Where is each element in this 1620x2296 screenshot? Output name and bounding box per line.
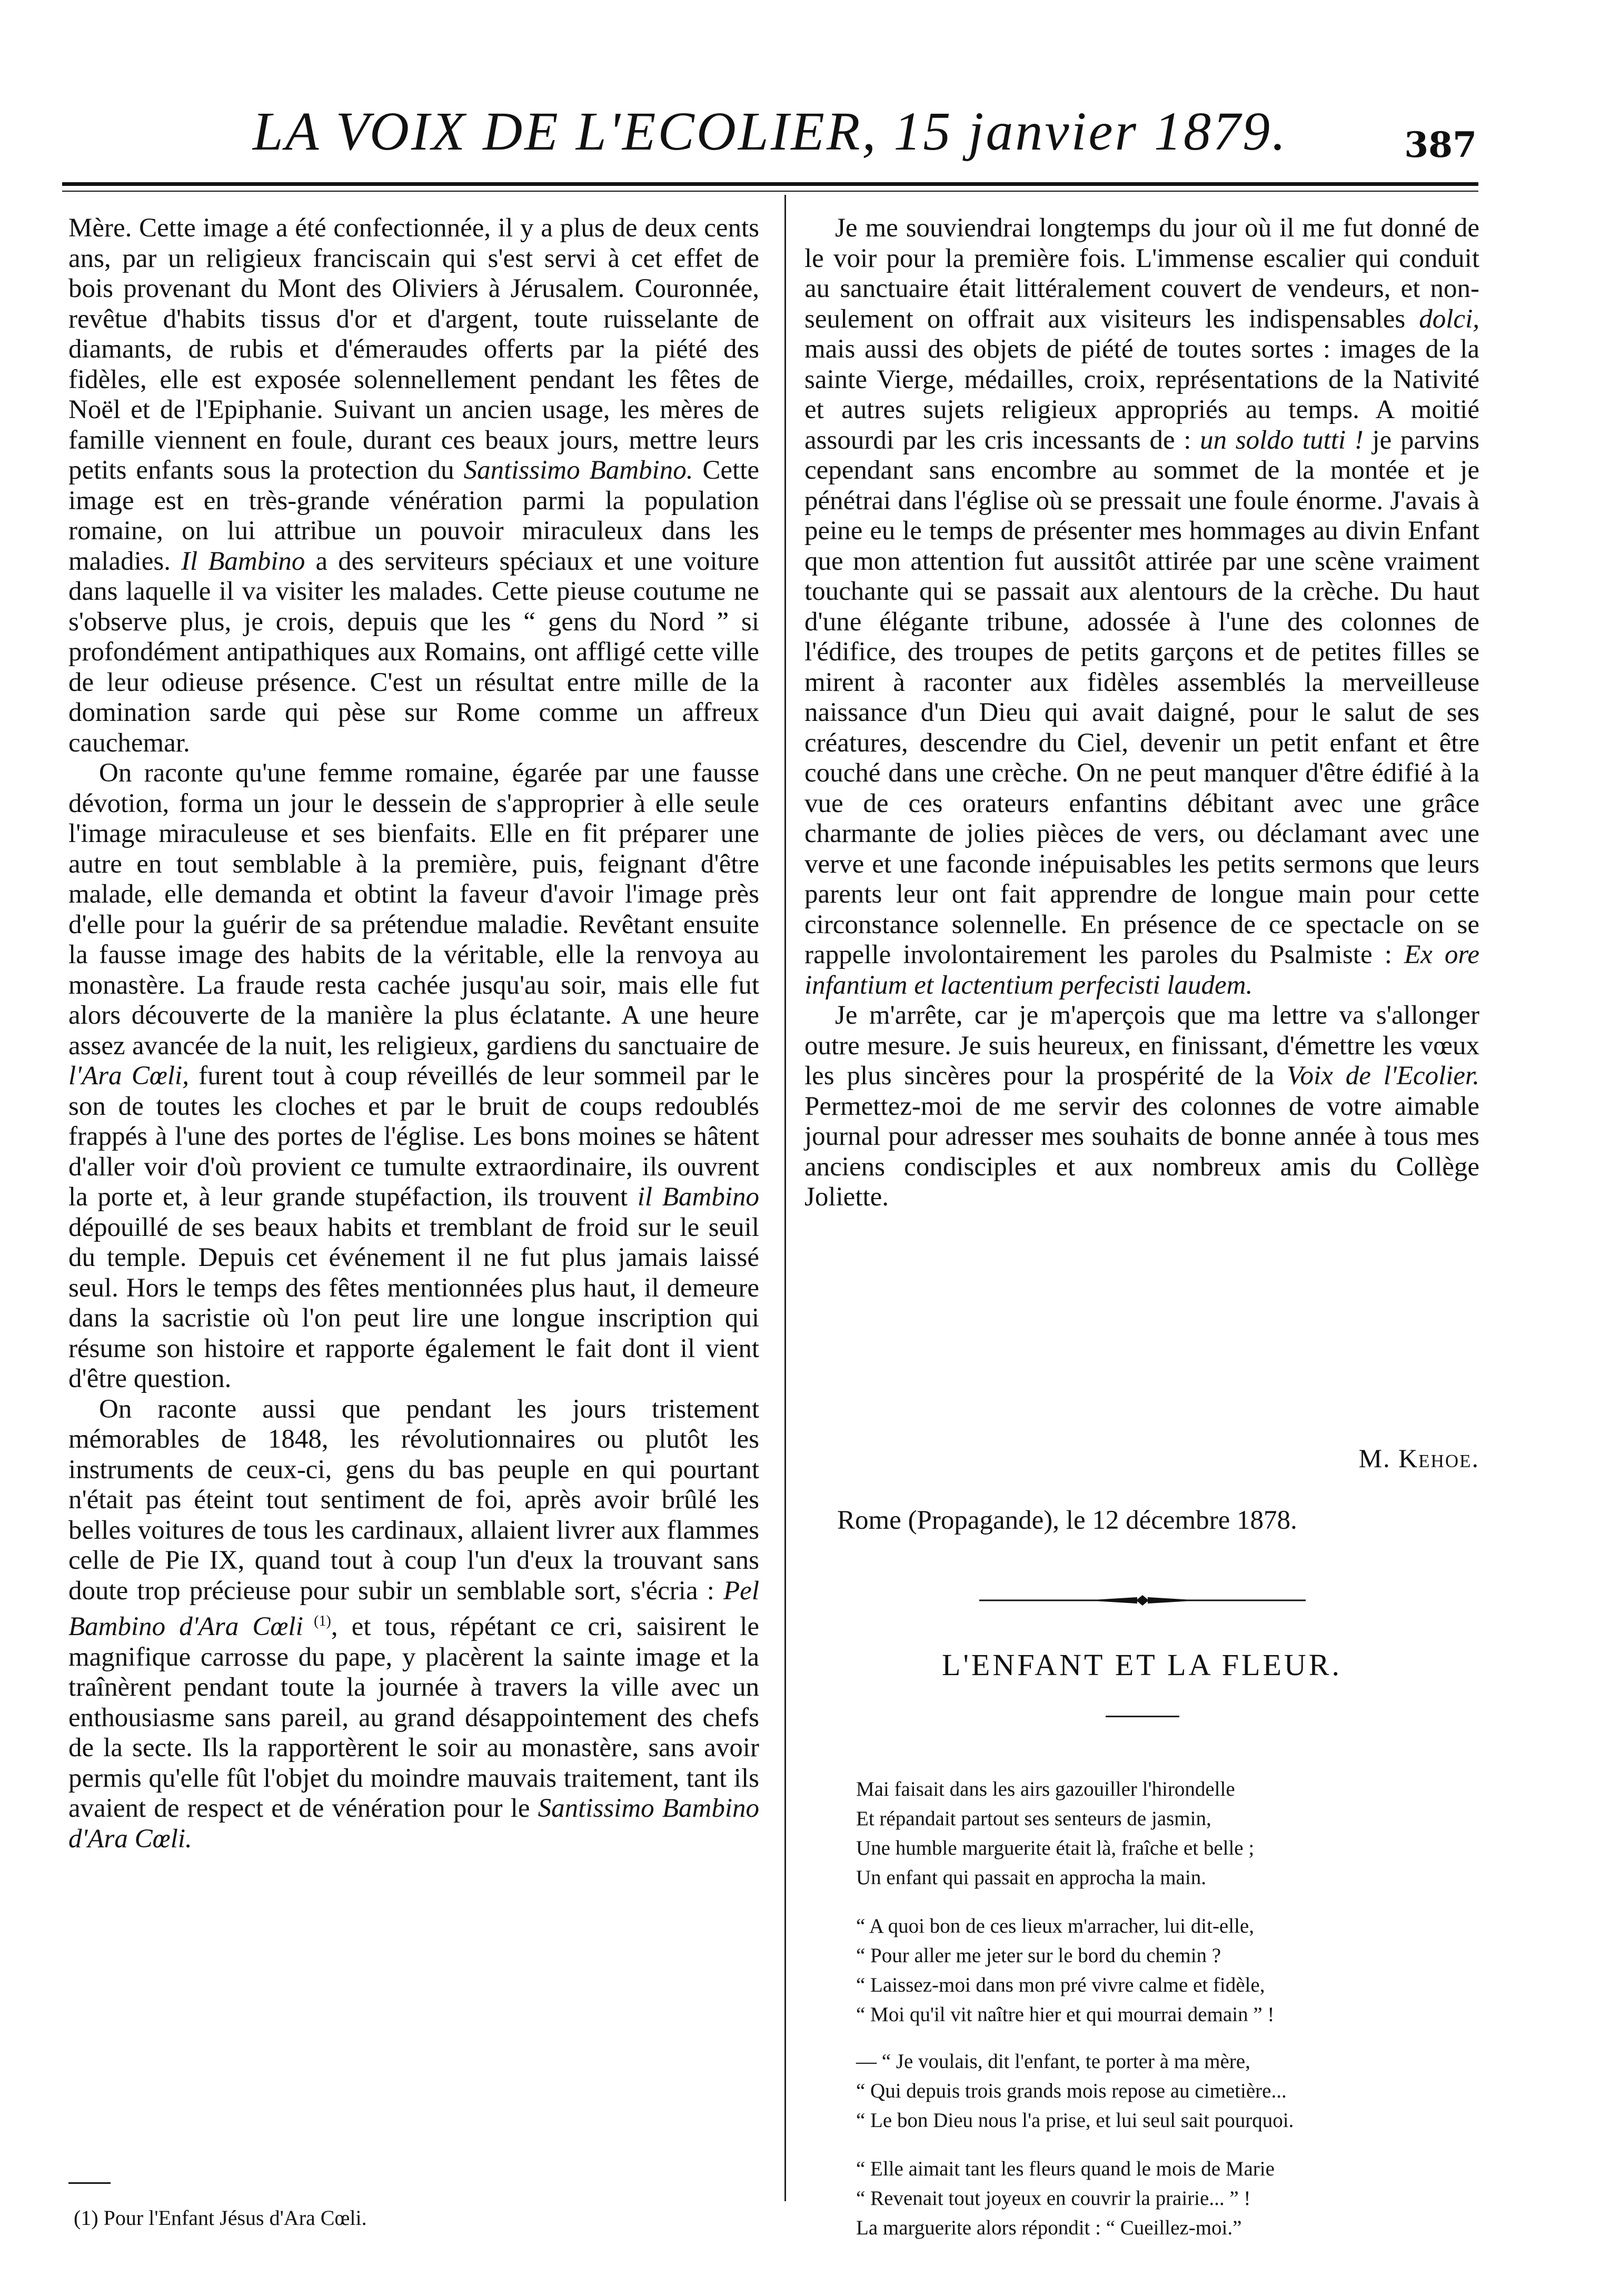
page-number: 387 <box>1404 124 1477 165</box>
poem-line: “ Elle aimait tant les fleurs quand le mois de Marie <box>856 2158 1275 2180</box>
poem-line: Et répandait partout ses senteurs de jasmin, <box>856 1807 1211 1830</box>
poem-stanza <box>856 2047 1477 2135</box>
poem-line: “ Le bon Dieu nous l'a prise, et lui seul sait pourquoi. <box>856 2109 1294 2132</box>
poem-title-rule <box>1106 1716 1179 1717</box>
poem-stanza <box>856 1912 1477 2030</box>
poem-title: L'ENFANT ET LA FLEUR. <box>942 1648 1342 1682</box>
poem-line: “ Moi qu'il vit naître hier et qui mourrai demain ” ! <box>856 2003 1275 2026</box>
poem-line: “ Revenait tout joyeux en couvrir la prairie... ” ! <box>856 2187 1251 2210</box>
footnote-marker: (1) <box>303 1613 331 1629</box>
poem-line: “ A quoi bon de ces lieux m'arracher, lui dit-elle, <box>856 1915 1254 1937</box>
poem-line: Un enfant qui passait en approcha la main. <box>856 1866 1206 1889</box>
page-header-title: LA VOIX DE L'ECOLIER, 15 janvier 1879. <box>253 101 1288 162</box>
poem-stanza <box>856 1775 1477 1893</box>
poem-line: “ Pour aller me jeter sur le bord du chemin ? <box>856 1944 1221 1967</box>
dateline: Rome (Propagande), le 12 décembre 1878. <box>837 1506 1297 1535</box>
column-divider <box>784 195 786 2201</box>
poem-line: La marguerite alors répondit : “ Cueillez-moi.” <box>856 2216 1242 2239</box>
left-paragraph-3: On raconte aussi que pendant les jours tristement mémorables de 1848, les révolutionnaires ou plutôt les instruments de ceux-ci, gens du bas peuple en qui pourtant n'était pas éteint tout sentiment de foi, après avoir brûlé les belles voitures de tous les cardinaux, allaient livrer aux flammes celle de Pie IX, quand tout à coup l'un d'eux la trouvant sans doute trop précieuse pour subir un semblable sort, s'écria : Pel Bambino d'Ara Cœli $^{(1)}$, et tous, répétant ce cri, saisirent le magnifique carrosse du pape, y placèrent la sainte image et la traînèrent pendant toute la journée à travers la ville avec un enthousiasme sans pareil, au grand désappointement des chefs de la secte. Ils la rapportèrent le soir au monastère, sans avoir permis qu'elle fût l'objet du moindre mauvais traitement, tant ils avaient de respect et de vénération pour le Santissimo Bambino d'Ara Cœli. <box>68 1394 760 1854</box>
poem-stanza <box>856 2154 1477 2243</box>
poem-line: “ Laissez-moi dans mon pré vivre calme et fidèle, <box>856 1974 1265 1996</box>
signature: M. Kehoe. <box>1358 1443 1479 1473</box>
right-paragraph-1: Je me souviendrai longtemps du jour où il me fut donné de le voir pour la première fois. L'immense escalier qui conduit au sanctuaire était littéralement couvert de vendeurs, et non-seulement on offrait aux visiteurs les indispensables dolci, mais aussi des objets de piété de toutes sortes : images de la sainte Vierge, médailles, croix, représentations de la Nativité et autres sujets religieux appropriés au temps. A moitié assourdi par les cris incessants de : un soldo tutti ! je parvins cependant sans encombre au sommet de la montée et je pénétrai dans l'église où se pressait une foule énorme. J'avais à peine eu le temps de présenter mes hommages au divin Enfant que mon attention fut aussitôt attirée par une scène vraiment touchante qui se passait aux alentours de la crèche. Du haut d'une élégante tribune, adossée à l'une des colonnes de l'édifice, des troupes de petits garçons et de petites filles se mirent à raconter aux fidèles assemblés la merveilleuse naissance d'un Dieu qui avait daigné, pour le salut de ses créatures, descendre du Ciel, devenir un petit enfant et être couché dans une crèche. On ne peut manquer d'être édifié à la vue de ces orateurs enfantins débitant avec une grâce charmante de jolies pièces de vers, ou déclamant avec une verve et une faconde inépuisables les petits sermons que leurs parents leur ont fait apprendre de longue main pour cette circonstance solennelle. En présence de ce spectacle on se rappelle involontairement les paroles du Psalmiste : Ex ore infantium et lactentium perfecisti laudem. <box>804 213 1479 1000</box>
footnote: (1) Pour l'Enfant Jésus d'Ara Cœli. <box>74 2206 367 2230</box>
header-rule-thin <box>62 191 1478 192</box>
left-column <box>68 213 759 1854</box>
header-rule-thick <box>62 182 1478 186</box>
left-paragraph-1: Mère. Cette image a été confectionnée, il y a plus de deux cents ans, par un religieux franciscain qui s'est servi à cet effet de bois provenant du Mont des Oliviers à Jérusalem. Couronnée, revêtue d'habits tissus d'or et d'argent, toute ruisselante de diamants, de rubis et d'émeraudes offerts par la piété des fidèles, elle est exposée solennellement pendant les fêtes de Noël et de l'Epiphanie. Suivant un ancien usage, les mères de famille viennent en foule, durant ces beaux jours, mettre leurs petits enfants sous la protection du Santissimo Bambino. Cette image est en très-grande vénération parmi la population romaine, on lui attribue un pouvoir miraculeux dans les maladies. Il Bambino a des serviteurs spéciaux et une voiture dans laquelle il va visiter les malades. Cette pieuse coutume ne s'observe plus, je crois, depuis que les “ gens du Nord ” si profondément antipathiques aux Romains, ont affligé cette ville de leur odieuse présence. C'est un résultat entre mille de la domination sarde qui pèse sur Rome comme un affreux cauchemar. <box>68 213 760 758</box>
ornament-divider <box>979 1592 1306 1608</box>
left-paragraph-2: On raconte qu'une femme romaine, égarée par une fausse dévotion, forma un jour le dessein de s'approprier à elle seule l'image miraculeuse et ses bienfaits. Elle en fit préparer une autre en tout semblable à la première, puis, feignant d'être malade, elle demanda et obtint la faveur d'avoir l'image près d'elle pour la guérir de sa prétendue maladie. Revêtant ensuite la fausse image des habits de la véritable, elle la renvoya au monastère. La fraude resta cachée jusqu'au soir, mais elle fut alors découverte de la manière la plus éclatante. A une heure assez avancée de la nuit, les religieux, gardiens du sanctuaire de l'Ara Cœli, furent tout à coup réveillés de leur sommeil par le son de toutes les cloches et par le bruit de coups redoublés frappés à l'une des portes de l'église. Les bons moines se hâtent d'aller voir d'où provient ce tumulte extraordinaire, ils ouvrent la porte et, à leur grande stupéfaction, ils trouvent il Bambino dépouillé de ses beaux habits et tremblant de froid sur le seuil du temple. Depuis cet événement il ne fut plus jamais laissé seul. Hors le temps des fêtes mentionnées plus haut, il demeure dans la sacristie où l'on peut lire une longue inscription qui résume son histoire et rapporte également le fait dont il vient d'être question. <box>68 758 759 1393</box>
poem-line: Une humble marguerite était là, fraîche et belle ; <box>856 1837 1255 1859</box>
right-paragraph-2: Je m'arrête, car je m'aperçois que ma lettre va s'allonger outre mesure. Je suis heureux, en finissant, d'émettre les vœux les plus sincères pour la prospérité de la Voix de l'Ecolier. Permettez-moi de me servir des colonnes de votre aimable journal pour adresser mes souhaits de bonne année à tous mes anciens condisciples et aux nombreux amis du Collège Joliette. <box>804 1001 1479 1212</box>
poem-line: Mai faisait dans les airs gazouiller l'hirondelle <box>856 1778 1235 1800</box>
poem-line: “ Qui depuis trois grands mois repose au cimetière... <box>856 2080 1287 2102</box>
poem-line: — “ Je voulais, dit l'enfant, te porter à ma mère, <box>856 2050 1250 2073</box>
right-column <box>804 213 1479 1213</box>
footnote-rule <box>68 2182 111 2184</box>
